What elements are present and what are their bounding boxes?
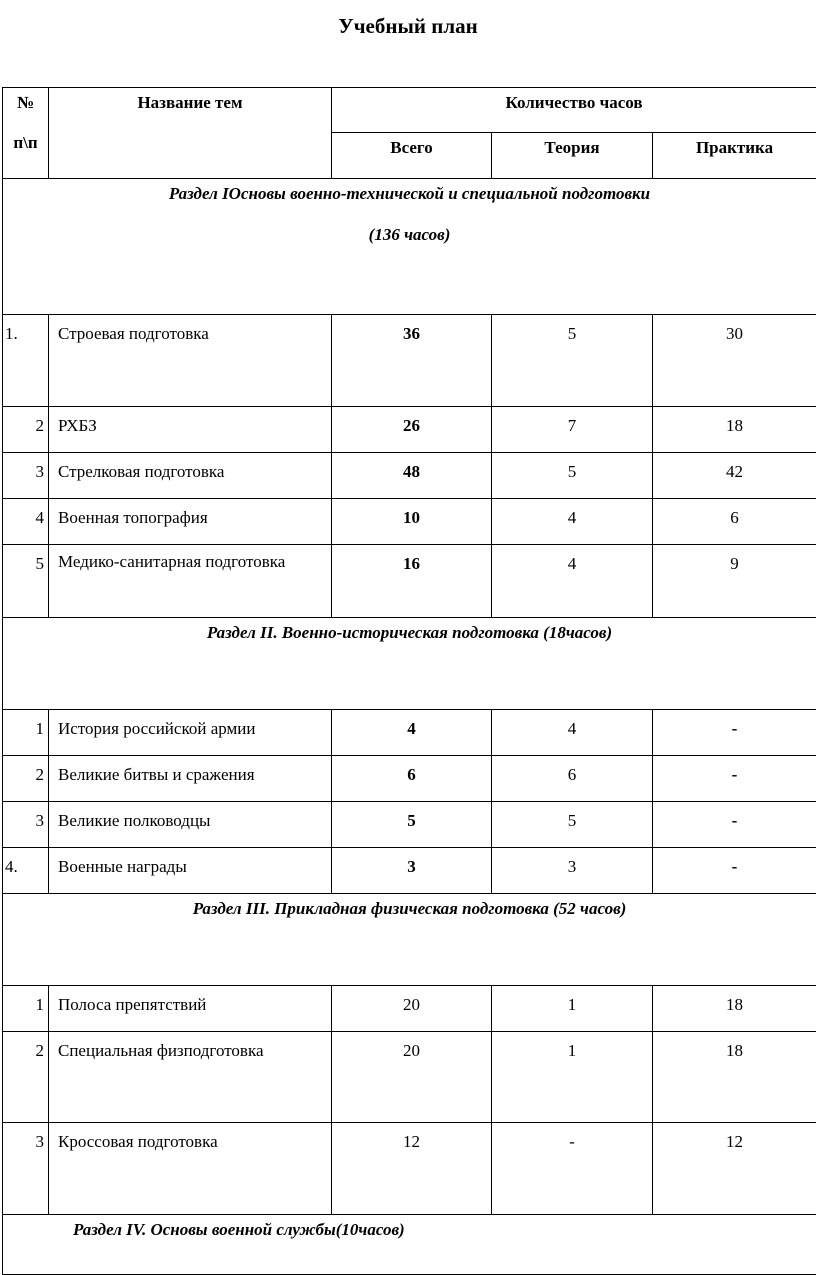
row-name: Строевая подготовка	[49, 315, 332, 407]
table-row	[3, 1032, 816, 1123]
header-number-cell	[3, 88, 49, 179]
row-name: Великие битвы и сражения	[49, 756, 332, 802]
row-theory: -	[492, 1123, 653, 1215]
row-total: 10	[332, 499, 492, 545]
row-name: Стрелковая подготовка	[49, 453, 332, 499]
table-row	[3, 407, 816, 453]
row-practice: -	[653, 802, 816, 848]
row-theory: 5	[492, 802, 653, 848]
row-total: 12	[332, 1123, 492, 1215]
section-title-line: Раздел IV. Основы военной службы(10часов)	[73, 1220, 816, 1240]
row-number: 1	[3, 710, 49, 756]
row-name: Специальная физподготовка	[49, 1032, 332, 1123]
row-total: 5	[332, 802, 492, 848]
row-practice: 6	[653, 499, 816, 545]
row-number: 2	[3, 756, 49, 802]
row-theory: 6	[492, 756, 653, 802]
section-title	[3, 179, 816, 315]
row-practice: 18	[653, 407, 816, 453]
header-hours: Количество часов	[332, 88, 816, 133]
row-name: История российской армии	[49, 710, 332, 756]
row-number: 4.	[3, 848, 49, 894]
row-theory: 1	[492, 986, 653, 1032]
section-row	[3, 618, 816, 710]
row-total: 4	[332, 710, 492, 756]
table-row	[3, 315, 816, 407]
section-title	[3, 894, 816, 986]
row-name: Военная топография	[49, 499, 332, 545]
table-row	[3, 499, 816, 545]
section-title-line: Раздел III. Прикладная физическая подготовка (52 часов)	[3, 899, 816, 919]
row-number: 3	[3, 802, 49, 848]
row-number: 2	[3, 1032, 49, 1123]
row-theory: 5	[492, 315, 653, 407]
row-practice: 9	[653, 545, 816, 618]
row-number: 4	[3, 499, 49, 545]
row-total: 20	[332, 986, 492, 1032]
page-title: Учебный план	[0, 14, 816, 39]
table-row	[3, 756, 816, 802]
section-title	[3, 618, 816, 710]
row-name: Великие полководцы	[49, 802, 332, 848]
row-practice: -	[653, 848, 816, 894]
header-number-abbrev: п\п	[3, 133, 48, 153]
row-name: РХБЗ	[49, 407, 332, 453]
header-total: Всего	[332, 133, 492, 179]
section-row	[3, 1215, 816, 1275]
row-total: 16	[332, 545, 492, 618]
row-total: 20	[332, 1032, 492, 1123]
row-name: Военные награды	[49, 848, 332, 894]
row-total: 36	[332, 315, 492, 407]
row-name: Полоса препятствий	[49, 986, 332, 1032]
row-practice: 42	[653, 453, 816, 499]
row-theory: 4	[492, 710, 653, 756]
curriculum-table	[2, 87, 816, 1275]
row-number: 1	[3, 986, 49, 1032]
row-practice: 30	[653, 315, 816, 407]
section-row	[3, 179, 816, 315]
section-row	[3, 894, 816, 986]
row-practice: 12	[653, 1123, 816, 1215]
section-title-line: Раздел II. Военно-историческая подготовка (18часов)	[3, 623, 816, 643]
row-theory: 7	[492, 407, 653, 453]
row-number: 1.	[3, 315, 49, 407]
section-title	[3, 1215, 816, 1275]
row-number: 2	[3, 407, 49, 453]
row-total: 6	[332, 756, 492, 802]
row-theory: 3	[492, 848, 653, 894]
row-theory: 5	[492, 453, 653, 499]
table-row	[3, 545, 816, 618]
row-number: 3	[3, 453, 49, 499]
table-row	[3, 453, 816, 499]
section-hours: (136 часов)	[3, 225, 816, 245]
row-practice: 18	[653, 1032, 816, 1123]
header-row	[3, 88, 816, 133]
section-title-line: Раздел IОсновы военно-технической и специальной подготовки	[3, 184, 816, 204]
row-name: Кроссовая подготовка	[49, 1123, 332, 1215]
header-number-symbol: №	[3, 93, 48, 113]
table-row	[3, 710, 816, 756]
row-total: 48	[332, 453, 492, 499]
row-total: 3	[332, 848, 492, 894]
row-name: Медико-санитарная подготовка	[49, 545, 332, 618]
row-practice: -	[653, 756, 816, 802]
table-row	[3, 1123, 816, 1215]
row-theory: 4	[492, 499, 653, 545]
header-topic: Название тем	[49, 88, 332, 179]
row-theory: 4	[492, 545, 653, 618]
row-number: 5	[3, 545, 49, 618]
row-theory: 1	[492, 1032, 653, 1123]
row-total: 26	[332, 407, 492, 453]
table-row	[3, 986, 816, 1032]
header-theory: Теория	[492, 133, 653, 179]
row-number: 3	[3, 1123, 49, 1215]
row-practice: -	[653, 710, 816, 756]
row-practice: 18	[653, 986, 816, 1032]
header-practice: Практика	[653, 133, 816, 179]
table-row	[3, 848, 816, 894]
table-row	[3, 802, 816, 848]
